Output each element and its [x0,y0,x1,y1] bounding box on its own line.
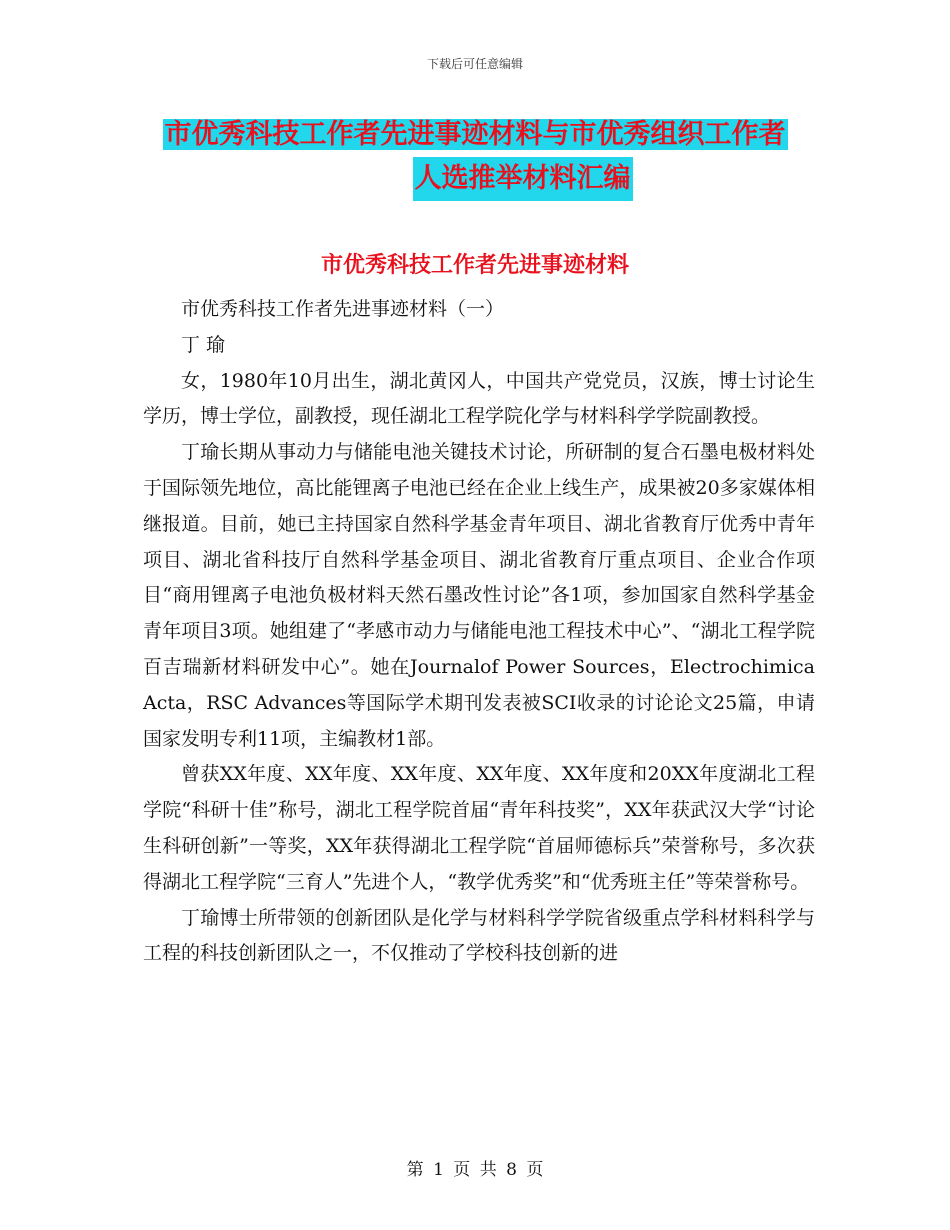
body-paragraph: 女，1980年10月出生，湖北黄冈人，中国共产党党员，汉族，博士讨论生学历，博士学位，副教授，现任湖北工程学院化学与材料科学学院副教授。 [143,369,815,428]
body-paragraph: 丁瑜长期从事动力与储能电池关键技术讨论，所研制的复合石墨电极材料处于国际领先地位，高比能锂离子电池已经在企业上线生产，成果被20多家媒体相继报道。目前，她已主持国家自然科学基金青年项目、湖北省教育厅优秀中青年项目、湖北省科技厅自然科学基金项目、湖北省教育厅重点项目、企业合作项目“商用锂离子电池负极材料天然石墨改性讨论”各1项，参加国家自然科学基金青年项目3项。她组建了“孝感市动力与储能电池工程技术中心”、“湖北工程学院百吉瑞新材料研发中心”。她在Journalof Power Sources，Electrochimica Acta，RSC Advances等国际学术期刊发表被SCI收录的讨论论文25篇，申请国家发明专利11项，主编教材1部。 [143,441,815,750]
title-line-2: 人选推举材料汇编 [413,157,633,201]
body-paragraph: 曾获XX年度、XX年度、XX年度、XX年度、XX年度和20XX年度湖北工程学院“科研十佳”称号，湖北工程学院首届“青年科技奖”，XX年获武汉大学“讨论生科研创新”一等奖，XX年获得湖北工程学院“首届师德标兵”荣誉称号，多次获得湖北工程学院“三育人”先进个人，“教学优秀奖”和“优秀班主任”等荣誉称号。 [143,763,815,893]
document-title [0,113,950,201]
page-number-footer: 第 1 页 共 8 页 [406,1160,544,1180]
section-title: 市优秀科技工作者先进事迹材料 [320,253,629,278]
header-note: 下载后可任意编辑 [426,57,523,71]
title-line-1: 市优秀科技工作者先进事迹材料与市优秀组织工作者 [164,119,786,150]
body-paragraph: 丁瑜博士所带领的创新团队是化学与材料科学学院省级重点学科材料科学与工程的科技创新团队之一，不仅推动了学校科技创新的进 [143,906,815,965]
subsection-heading: 市优秀科技工作者先进事迹材料（一） [181,298,505,320]
person-name: 丁 瑜 [181,333,226,356]
document-body [143,292,815,972]
